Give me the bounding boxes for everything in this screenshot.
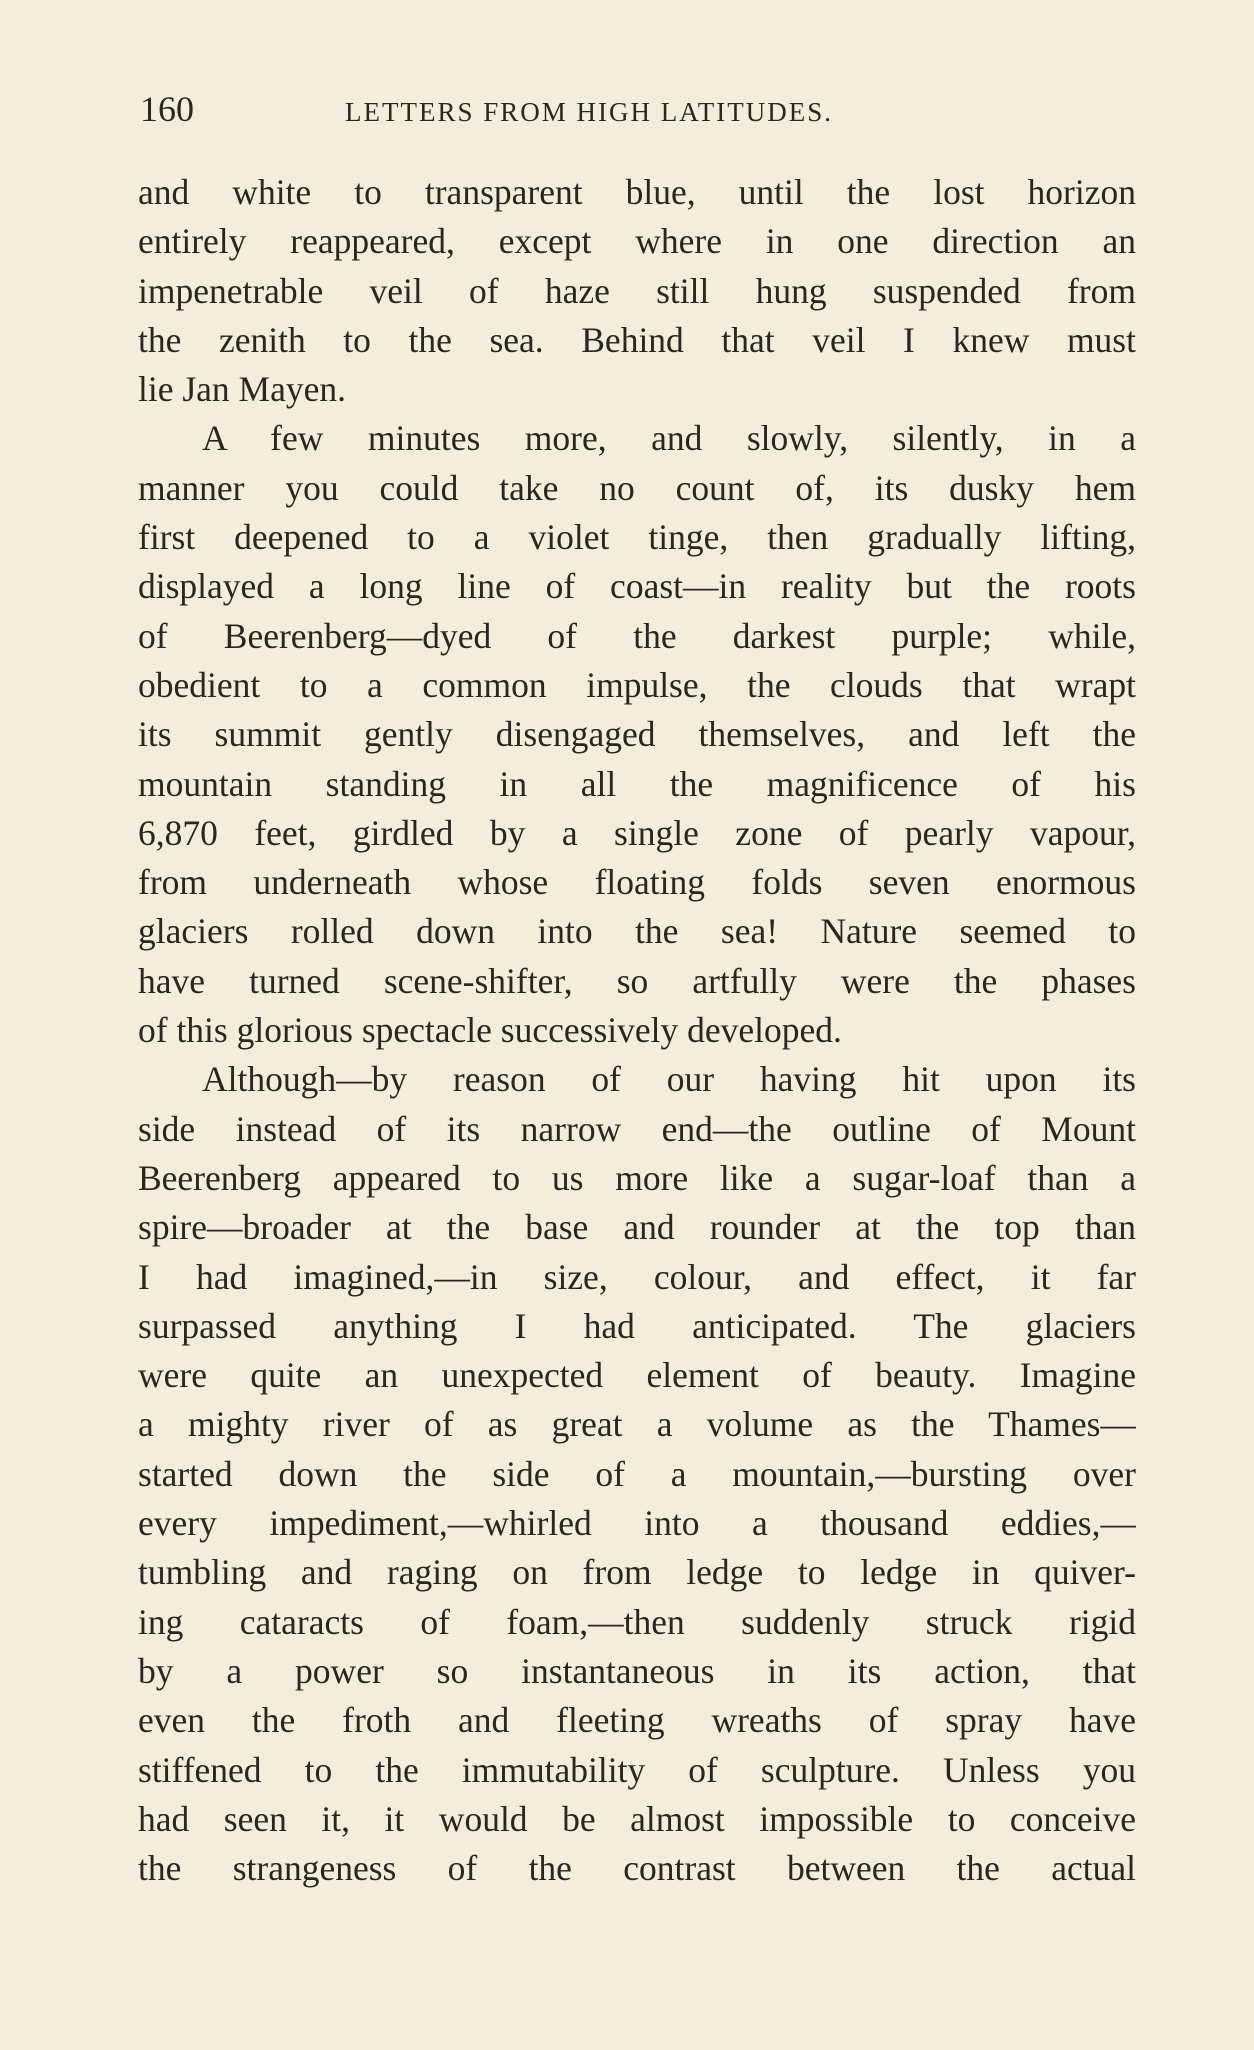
text-line: manner you could take no count of, its dusky hem [138,467,1136,508]
text-line: of Beerenberg—dyed of the darkest purple; while, [138,615,1136,656]
text-line: every impediment,—whirled into a thousand eddies,— [138,1503,1136,1544]
text-line: its summit gently disengaged themselves, and left the [138,714,1136,755]
text-line: from underneath whose floating folds seven enormous [138,862,1136,903]
body-text [138,168,1136,1893]
text-line: stiffened to the immutability of sculpture. Unless you [138,1749,1136,1790]
text-line: displayed a long line of coast—in reality but the roots [138,566,1136,607]
text-line: side instead of its narrow end—the outline of Mount [138,1108,1136,1149]
text-line: by a power so instantaneous in its action, that [138,1650,1136,1691]
text-line: have turned scene-shifter, so artfully were the phases [138,960,1136,1001]
text-line: 6,870 feet, girdled by a single zone of pearly vapour, [138,812,1136,853]
text-line: started down the side of a mountain,—bursting over [138,1453,1136,1494]
text-line: glaciers rolled down into the sea! Nature seemed to [138,911,1136,952]
text-line: were quite an unexpected element of beauty. Imagine [138,1355,1136,1396]
text-line: a mighty river of as great a volume as the Thames— [138,1404,1136,1445]
text-line: I had imagined,—in size, colour, and effect, it far [138,1256,1136,1297]
text-line: of this glorious spectacle successively developed. [138,1010,842,1051]
text-line: obedient to a common impulse, the clouds that wrapt [138,664,1136,705]
text-line: surpassed anything I had anticipated. The glaciers [138,1305,1136,1346]
text-line: the strangeness of the contrast between the actual [138,1848,1136,1889]
page-number: 160 [140,89,194,129]
text-line: ing cataracts of foam,—then suddenly struck rigid [138,1601,1136,1642]
text-line: A few minutes more, and slowly, silently, in a [202,418,1136,459]
text-line: tumbling and raging on from ledge to ledge in quiver- [138,1552,1136,1593]
text-line: even the froth and fleeting wreaths of spray have [138,1700,1136,1741]
text-line: impenetrable veil of haze still hung suspended from [138,270,1136,311]
running-title: LETTERS FROM HIGH LATITUDES. [345,97,833,127]
text-line: Beerenberg appeared to us more like a sugar-loaf than a [138,1157,1136,1198]
text-line: lie Jan Mayen. [138,369,347,410]
text-line: the zenith to the sea. Behind that veil I knew must [138,319,1136,360]
text-line: first deepened to a violet tinge, then gradually lifting, [138,517,1136,558]
text-line: Although—by reason of our having hit upon its [202,1059,1136,1100]
page-header [140,88,1140,138]
text-line: had seen it, it would be almost impossible to conceive [138,1798,1136,1839]
text-line: entirely reappeared, except where in one direction an [138,221,1136,262]
text-line: and white to transparent blue, until the lost horizon [138,172,1136,212]
text-line: spire—broader at the base and rounder at the top than [138,1207,1136,1248]
text-line: mountain standing in all the magnificence of his [138,763,1136,804]
